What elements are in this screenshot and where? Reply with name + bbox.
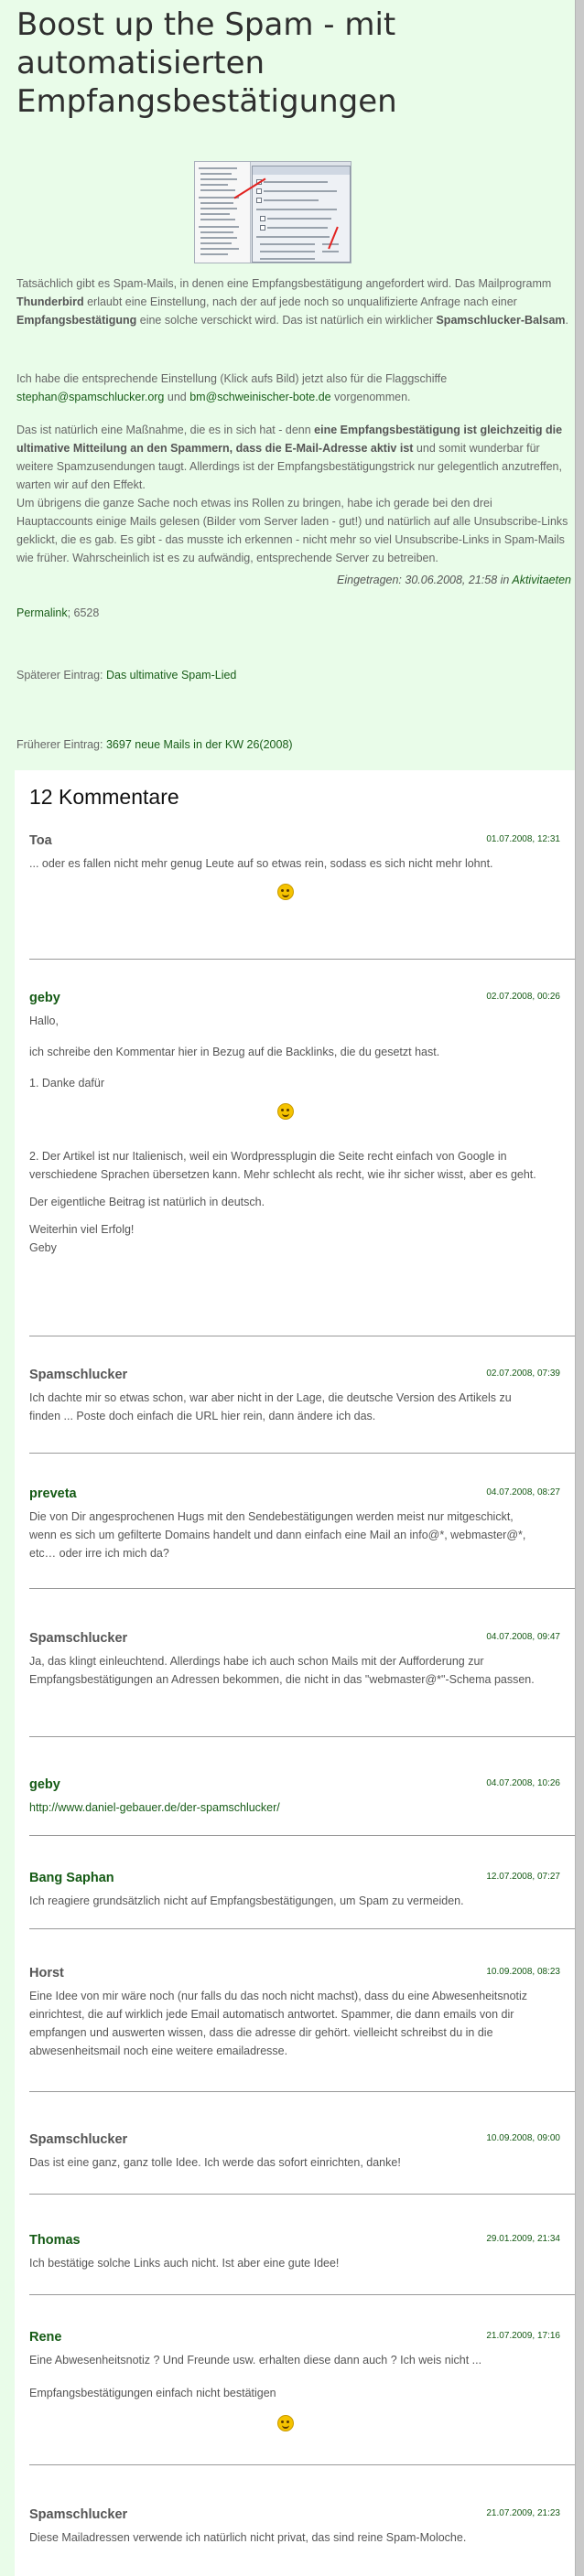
text: Tatsächlich gibt es Spam-Mails, in denen eine Empfangsbestätigung angefordert wird. Das Mailprogramm (16, 277, 552, 290)
comment-divider (29, 1588, 575, 1589)
bold-empfangsbestaetigung: Empfangsbestätigung (16, 314, 137, 327)
comment-text: Der eigentliche Beitrag ist natürlich in deutsch. (29, 1196, 265, 1208)
comment-body (29, 1987, 542, 2060)
comment-author: Thomas (29, 2233, 81, 2248)
email-link-stephan[interactable]: stephan@spamschlucker.org (16, 391, 165, 403)
permalink-link[interactable]: Permalink (16, 606, 68, 619)
comment (29, 832, 575, 933)
comment-divider (29, 1736, 575, 1737)
comment-body (29, 2528, 542, 2547)
comment-date: 21.07.2009, 17:16 (486, 2331, 560, 2341)
comment-author: Rene (29, 2330, 62, 2345)
text: Das ist natürlich eine Maßnahme, die es in sich hat - denn (16, 424, 315, 436)
comment-divider (29, 959, 575, 960)
comment-body (29, 2254, 542, 2272)
scrollbar[interactable] (575, 0, 584, 2576)
comment-text: 1. Danke dafür (29, 1077, 104, 1089)
comment-text: 2. Der Artikel ist nur Italienisch, weil ein Wordpressplugin die Seite recht einfach von Google in verschiedene Sprachen übersetzen kann. Mehr schlecht als recht, wie ihr sicher wisst, aber es geht. (29, 1150, 536, 1181)
comment-author: Spamschlucker (29, 2507, 128, 2522)
comment-date: 29.01.2009, 21:34 (486, 2234, 560, 2244)
comment-text: Ich dachte mir so etwas schon, war aber nicht in der Lage, die deutsche Version des Artikels zu finden ... Poste doch einfach die URL hier rein, dann ändere ich das. (29, 1391, 512, 1422)
bold-thunderbird: Thunderbird (16, 295, 84, 308)
comment-text: Eine Abwesenheitsnotiz ? Und Freunde usw. erhalten diese dann auch ? Ich weis nicht ... (29, 2354, 482, 2367)
comment-date: 04.07.2008, 08:27 (486, 1487, 560, 1497)
smiley-icon (277, 2415, 294, 2431)
comment-text: Ja, das klingt einleuchtend. Allerdings habe ich auch schon Mails mit der Aufforderung zur Empfangsbestätigungen an Adressen bekommen, die nicht in das "webmaster@*"-Schema passen. (29, 1655, 535, 1686)
wink-smiley-icon (277, 1103, 294, 1120)
comment-author: geby (29, 991, 60, 1005)
comments-heading: 12 Kommentare (29, 785, 179, 809)
comment-text: Das ist eine ganz, ganz tolle Idee. Ich werde das sofort einrichten, danke! (29, 2156, 401, 2169)
paragraph-setting (16, 370, 571, 406)
comments-panel (15, 770, 575, 2576)
paragraph-measure (16, 421, 571, 494)
post-meta (16, 571, 571, 589)
text: vorgenommen. (330, 391, 411, 403)
comment-date: 02.07.2008, 07:39 (486, 1368, 560, 1379)
settings-screenshot-image[interactable] (194, 161, 351, 263)
comment-author: Spamschlucker (29, 1631, 128, 1646)
comment-body (29, 1652, 542, 1689)
comment-text: Geby (29, 1241, 57, 1254)
comment-author: preveta (29, 1487, 77, 1501)
comment-divider (29, 1928, 575, 1929)
comment-body (29, 854, 542, 904)
comment-body (29, 1798, 542, 1817)
bold-spamschlucker-balsam: Spamschlucker-Balsam (436, 314, 566, 327)
posted-text: Eingetragen: 30.06.2008, 21:58 in (337, 574, 513, 586)
text: erlaubt eine Einstellung, nach der auf jede noch so unqualifizierte Anfrage nach einer (83, 295, 517, 308)
comment-text: Hallo, (29, 1014, 59, 1027)
comment-body (29, 1892, 542, 1910)
comment-date: 01.07.2008, 12:31 (486, 834, 560, 844)
text: Ich habe die entsprechende Einstellung (Klick aufs Bild) jetzt also für die Flaggschiffe (16, 372, 448, 385)
comment-text: Weiterhin viel Erfolg! (29, 1223, 135, 1236)
article (0, 0, 575, 770)
article-title: Boost up the Spam - mit automatisierten Empfangsbestätigungen (16, 6, 397, 120)
comment-author: Bang Saphan (29, 1871, 114, 1885)
comment-date: 10.09.2008, 08:23 (486, 1967, 560, 1977)
comment-body (29, 2153, 542, 2172)
earlier-entry-line (16, 735, 571, 754)
comment-body (29, 1389, 542, 1425)
later-entry-link[interactable]: Das ultimative Spam-Lied (105, 669, 237, 682)
screenshot-sidebar (195, 162, 251, 263)
comment-divider (29, 2464, 575, 2465)
later-entry-line (16, 666, 571, 684)
comment-body (29, 2351, 542, 2435)
comment-divider (29, 2091, 575, 2092)
email-link-bm[interactable]: bm@schweinischer-bote.de (189, 391, 331, 403)
comment-date: 10.09.2008, 09:00 (486, 2133, 560, 2143)
comment-text: Diese Mailadressen verwende ich natürlich nicht privat, das sind reine Spam-Moloche. (29, 2531, 467, 2544)
post-id: ; 6528 (67, 606, 100, 619)
comment-divider (29, 2294, 575, 2295)
later-label: Späterer Eintrag: (16, 669, 106, 682)
comment-text: Die von Dir angesprochenen Hugs mit den Sendebestätigungen werden meist nur mitgeschickt, wenn es sich um gefilterte Domains handelt und dann einfach eine Mail an info@*, webmaster@*, etc… oder irre ich mich da? (29, 1510, 526, 1560)
comment-text: Eine Idee von mir wäre noch (nur falls du das noch nicht machst), dass du eine Abwesenheitsnotiz einrichtest, die auf wirklich jede Email automatisch antwortet. Spammer, die dann emails von dir empfangen und auswerten wissen, dass die adresse dir gehört. vielleicht schreibst du in die abwesenheitsmail noch eine weitere emailadresse. (29, 1990, 528, 2057)
comment-date: 04.07.2008, 10:26 (486, 1778, 560, 1788)
paragraph-intro (16, 274, 571, 329)
comment-text: Empfangsbestätigungen einfach nicht bestätigen (29, 2387, 276, 2399)
comment-author: Spamschlucker (29, 1368, 128, 1382)
comment-date: 02.07.2008, 00:26 (486, 992, 560, 1002)
earlier-entry-link[interactable]: 3697 neue Mails in der KW 26(2008) (105, 738, 293, 751)
comment-body (29, 1508, 542, 1562)
comment-body (29, 1012, 542, 1257)
comment-date: 21.07.2009, 21:23 (486, 2508, 560, 2518)
earlier-label: Früherer Eintrag: (16, 738, 106, 751)
comment-text: Ich bestätige solche Links auch nicht. Ist aber eine gute Idee! (29, 2257, 340, 2270)
text: eine solche verschickt wird. Das ist natürlich ein wirklicher (136, 314, 437, 327)
comment-divider (29, 1453, 575, 1454)
wink-smiley-icon (277, 884, 294, 900)
text: . (565, 314, 568, 327)
comment-author: Spamschlucker (29, 2132, 128, 2147)
comment-divider (29, 2194, 575, 2195)
comment-author: geby (29, 1777, 60, 1792)
text: und somit wunderbar für weitere Spamzusendungen taugt. Allerdings ist der Empfangsbestätigungstrick nur gelegentlich anzutreffen, warten wir auf den Effekt. (16, 442, 562, 491)
text: und (164, 391, 190, 403)
comment-author: Horst (29, 1966, 64, 1980)
comment-link[interactable]: http://www.daniel-gebauer.de/der-spamschlucker/ (29, 1801, 280, 1814)
bold-key-statement: eine Empfangsbestätigung ist gleichzeitig die ultimative Mitteilung an den Spammern, dass die E-Mail-Adresse aktiv ist (16, 424, 563, 455)
comment-text: ich schreibe den Kommentar hier in Bezug auf die Backlinks, die du gesetzt hast. (29, 1046, 440, 1058)
comments-section (0, 770, 575, 2576)
permalink-line (16, 604, 571, 622)
comment-text: ... oder es fallen nicht mehr genug Leute auf so etwas rein, sodass es sich nicht mehr lohnt. (29, 857, 493, 870)
category-link[interactable]: Aktivitaeten (512, 574, 571, 586)
comment-date: 04.07.2008, 09:47 (486, 1632, 560, 1642)
screenshot-dialog (252, 166, 351, 263)
comment-date: 12.07.2008, 07:27 (486, 1872, 560, 1882)
paragraph-unsubscribe: Um übrigens die ganze Sache noch etwas ins Rollen zu bringen, habe ich gerade bei den drei Hauptaccounts einige Mails gelesen (Bilder vom Server laden - gut!) und natürlich auf alle Unsubscribe-Links geklickt, die es gab. Es gibt - das musste ich erkennen - nicht mehr so viel Unsubscribe-Links in Spam-Mails wie früher. Wahrscheinlich ist es zu aufwändig, entsprechende Server zu betreiben. (16, 497, 568, 564)
comment-text: Ich reagiere grundsätzlich nicht auf Empfangsbestätigungen, um Spam zu vermeiden. (29, 1894, 464, 1907)
comment-divider (29, 1835, 575, 1836)
comment-author: Toa (29, 833, 52, 848)
